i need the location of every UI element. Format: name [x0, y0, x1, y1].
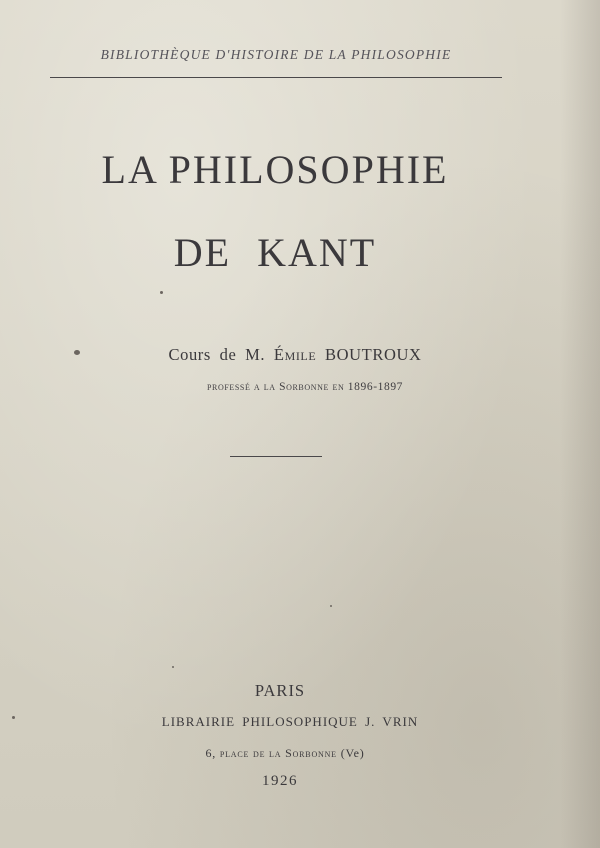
book-title-line-2: DE KANT — [173, 230, 377, 275]
address-number: 6, — [205, 746, 217, 760]
author-surname: BOUTROUX — [325, 345, 422, 364]
top-rule — [50, 77, 502, 78]
paper-speck — [160, 291, 163, 294]
series-title: BIBLIOTHÈQUE D'HISTOIRE DE LA PHILOSOPHIE — [100, 47, 452, 62]
paper-speck — [12, 716, 15, 719]
paper-speck — [74, 350, 80, 355]
address-arrondissement: (Ve) — [340, 746, 365, 760]
middle-rule — [230, 456, 322, 457]
imprint-year: 1926 — [262, 773, 298, 789]
page-shadow — [560, 0, 600, 848]
imprint-publisher: LIBRAIRIE PHILOSOPHIQUE J. VRIN — [161, 714, 419, 729]
book-title-line-1: LA PHILOSOPHIE — [101, 147, 449, 192]
course-taught-line — [60, 381, 550, 393]
imprint-city: PARIS — [254, 681, 306, 700]
course-taught-text: professé a la Sorbonne en 1896-1897 — [206, 381, 404, 393]
course-prefix: Cours de M. — [168, 345, 266, 364]
course-author-line — [60, 345, 530, 365]
author-first-name: Émile — [273, 345, 317, 364]
paper-speck — [330, 605, 332, 607]
imprint-address — [50, 746, 520, 761]
paper-speck — [172, 666, 174, 668]
address-street: place de la Sorbonne — [219, 746, 337, 760]
